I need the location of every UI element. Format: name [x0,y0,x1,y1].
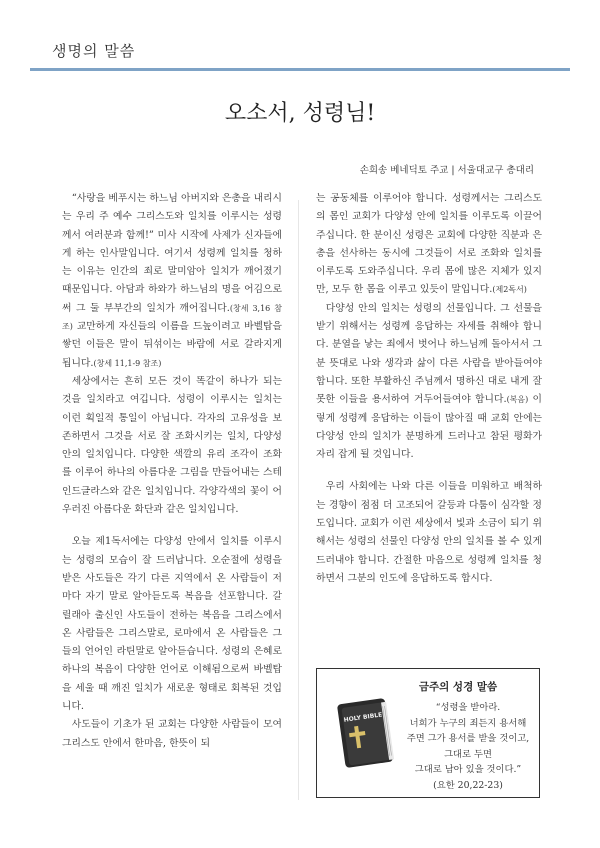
column-divider [298,200,299,800]
section-label: 생명의 말씀 [52,42,136,60]
verse-box-title: 금주의 성경 말씀 [418,681,498,693]
verse-line: 그대로 남아 있을 것이다.” [414,764,522,775]
bible-cover-label: HOLY BIBLE [343,711,383,724]
paragraph: 사도들이 기초가 된 교회는 다양한 사람들이 모여 그리스도 안에서 한마음, 한뜻이 되 [62,719,282,749]
scripture-reference: (창세 11,1-9 참조) [93,358,162,368]
article-title: 오소서, 성령님! [224,101,376,126]
bible-icon [327,691,403,773]
verse-text [405,700,531,793]
scripture-reference: (창세 3,16 참조) [62,303,282,332]
verse-line: 그대로 두면 [444,748,492,760]
scripture-reference: (제2독서) [492,285,527,295]
verse-line: 너희가 누구의 죄든지 용서해 [409,717,527,729]
right-column [316,190,542,588]
paragraph: 세상에서는 흔히 모든 것이 똑같이 하나가 되는 것을 일치라고 여깁니다. 성령이 이루시는 일치는 이런 획일적 통일이 아닙니다. 각자의 고유성을 보존하면서 그것을 서로 잘 조화시키는 일치, 다양성 안의 일치입니다. 다양한 색깔의 유리 조각이 조화를 이루어 하나의 아름다운 그림을 만들어내는 스테인드글라스와 같은 일치입니다. 각양각색의 꽃이 어우러진 아름다운 화단과 같은 일치입니다. [62,375,282,516]
scripture-reference: (복음) [506,395,529,405]
paragraph: 는 공동체를 이루어야 합니다. 성령께서는 그리스도의 몸인 교회가 다양성 안에 일치를 이루도록 이끌어주십니다. 한 분이신 성령은 교회에 다양한 직분과 은총을 선사하는 동시에 그것들이 서로 조화와 일치를 이루도록 도와주십니다. 우리 몸에 많은 지체가 있지만, 모두 한 몸을 이루고 있듯이 말입니다.(제2독서) [316,193,542,296]
paragraph: 다양성 안의 일치는 성령의 선물입니다. 그 선물을 받기 위해서는 성령께 응답하는 자세를 취해야 합니다. 분열을 낳는 죄에서 벗어나 하느님께 돌아서서 그분 뜻대로 나와 생각과 삶이 다른 사람을 받아들여야 합니다. 또한 부활하신 주님께서 명하신 대로 내게 잘못한 이들을 용서하여 거두어들여야 합니다.(복음) 이렇게 성령께 응답하는 이들이 많아질 때 교회 안에는 다양성 안의 일치가 분명하게 드러나고 참된 평화가 자리 잡게 될 것입니다. [316,302,543,461]
weekly-verse-box [316,668,540,798]
verse-line: 주면 그가 용서를 받을 것이고, [406,733,530,744]
paragraph: “사랑을 베푸시는 하느님 아버지와 은총을 내리시는 우리 주 예수 그리스도와 일치를 이루시는 성령께서 여러분과 함께!” 미사 시작에 사제가 신자들에게 하는 인사말입니다. 여기서 성령께 일치를 청하는 이유는 인간의 죄로 말미암아 일치가 깨어졌기 때문입니다. 아담과 하와가 하느님의 명을 어김으로써 그 둘 부부간의 일치가 깨어집니다.(창세 3,16 참조) 교만하게 자신들의 이름을 드높이려고 바벨탑을 쌓던 이들은 말이 뒤섞이는 바람에 서로 갈라지게 됩니다.(창세 11,1-9 참조) [62,193,282,369]
paragraph: 우리 사회에는 나와 다른 이들을 미워하고 배척하는 경향이 점점 더 고조되어 갈등과 다툼이 심각할 정도입니다. 교회가 이런 세상에서 빛과 소금이 되기 위해서는 성령의 선물인 다양성 안의 일치를 볼 수 있게 드러내야 합니다. 간절한 마음으로 성령께 일치를 청하면서 그분의 인도에 응답하도록 합시다. [316,481,542,584]
verse-line: “성령을 받아라. [435,702,501,713]
article-byline: 손희송 베네딕토 주교 | 서울대교구 총대리 [359,165,534,176]
left-column [62,190,282,753]
paragraph: 오늘 제1독서에는 다양성 안에서 일치를 이루시는 성령의 모습이 잘 드러납니다. 오순절에 성령을 받은 사도들은 각기 다른 지역에서 온 사람들이 저마다 자기 말로 알아듣도록 복음을 선포합니다. 갈릴래아 출신인 사도들이 전하는 복음을 그리스에서 온 사람들은 그리스말로, 로마에서 온 사람들은 그들의 언어인 라틴말로 알아듣습니다. 성령의 은혜로 하나의 복음이 다양한 언어로 이해됨으로써 바벨탑을 세울 때 깨진 일치가 새로운 형태로 회복된 것입니다. [62,536,282,713]
verse-citation: (요한 20,22-23) [433,779,503,791]
header-divider [30,68,570,71]
